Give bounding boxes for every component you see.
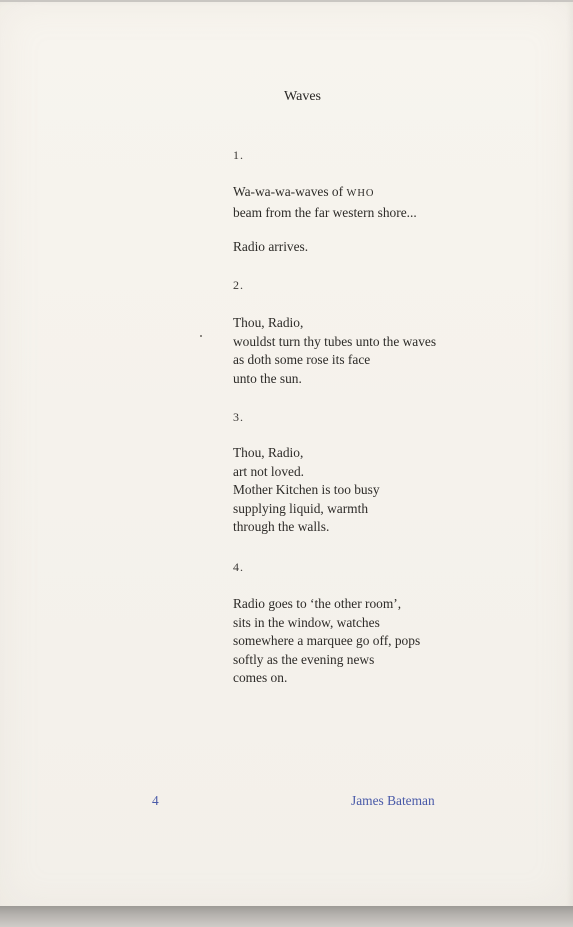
stanza-3-line-1: Thou, Radio, [233,445,304,460]
stanza-3 [233,444,380,537]
stanza-3-number: 3. [233,410,244,424]
poem-title: Waves [284,89,321,104]
stanza-4-line-4: softly as the evening news [233,651,375,667]
paper-speck [200,335,202,337]
stanza-3-line-2: art not loved. [233,463,305,479]
stanza-1-number: 1. [233,148,244,162]
stanza-3-line-4: supplying liquid, warmth [233,500,369,516]
page-number: 4 [152,793,159,808]
stanza-2-number: 2. [233,278,244,292]
page-sheet [0,2,573,910]
stanza-2-line-1: Thou, Radio, [233,315,304,330]
stanza-4-line-1: Radio goes to ‘the other room’, [233,596,402,611]
stanza-1-line-4: Radio arrives. [233,239,309,254]
stanza-1-who: WHO [346,188,375,199]
stanza-4-line-2: sits in the window, watches [233,614,380,630]
stanza-1-coda [233,238,308,257]
stanza-1-line-2: beam from the far western shore... [233,204,417,220]
stanza-4-number: 4. [233,560,244,574]
stanza-4 [233,595,420,688]
stanza-1 [233,183,417,222]
stanza-2-line-3: as doth some rose its face [233,352,371,368]
stanza-2 [233,314,436,388]
stanza-2-line-2: wouldst turn thy tubes unto the waves [233,333,437,349]
stanza-4-line-5: comes on. [233,670,288,686]
author-name: James Bateman [351,793,435,808]
stanza-1-line-1: Wa-wa-wa-waves of WHO [233,184,375,199]
stanza-3-line-3: Mother Kitchen is too busy [233,482,380,498]
page-bottom-edge [0,906,573,927]
stanza-2-line-4: unto the sun. [233,370,302,386]
stanza-4-line-3: somewhere a marquee go off, pops [233,633,421,649]
stanza-3-line-5: through the walls. [233,519,330,535]
